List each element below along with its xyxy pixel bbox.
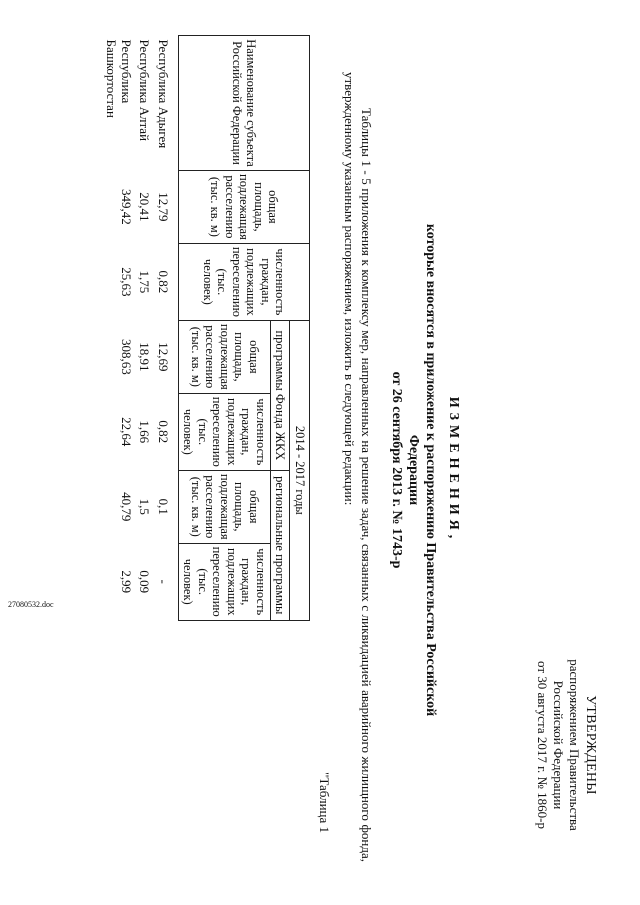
approval-date: от 30 августа 2017 г. № 1860-р [535,661,550,829]
cell-fund-people: 0,82 [156,420,171,444]
heading-subtitle: которые вносятся в приложение к распоряжению Правительства Российской Федерации [406,223,438,717]
row-subject: Республика Башкортостан [104,39,134,118]
header-fund-people: численность граждан, подлежащих переселению (тыс. человек) [179,393,271,470]
cell-regional-area: 40,79 [119,492,134,522]
header-regional-area: общая площадь, подлежащая расселению (тыс. кв. м) [179,470,271,543]
approval-line: распоряжением Правительства [567,659,582,831]
row-subject: Республика Адыгея [156,39,171,149]
data-table [102,35,310,621]
header-fund-area: общая площадь, подлежащая расселению (тыс. кв. м) [179,320,271,393]
cell-area: 349,42 [119,189,134,225]
header-regional-people: численность граждан, подлежащих переселению (тыс. человек) [179,543,271,620]
cell-area: 12,79 [156,192,171,222]
cell-people: 0,82 [156,270,171,294]
cell-regional-area: 1,5 [137,498,153,515]
document-heading [388,210,462,730]
cell-fund-area: 18,91 [137,342,153,372]
table-row [135,36,154,621]
cell-fund-people: 1,66 [137,420,153,444]
cell-regional-area: 0,1 [156,498,171,515]
header-period: 2014 - 2017 годы [290,320,310,620]
cell-regional-people: 0,09 [137,570,153,594]
approval-line: Российской Федерации [551,680,566,810]
intro-paragraph: Таблицы 1 - 5 приложения к комплексу мер, направленных на решение задач, связанных с ликвидацией аварийного жилищного фонда, утвержденному указанным распоряжением, изложить в следующей редакции: [342,72,374,862]
cell-fund-people: 22,64 [119,417,134,447]
header-regional-programs: региональные программы [271,470,291,620]
table-note: "Таблица 1 [317,772,332,833]
approval-title: УТВЕРЖДЕНЫ [583,695,598,795]
header-fund-programs: программы Фонда ЖКХ [271,320,291,470]
approval-block [534,625,598,865]
row-subject: Республика Алтай [137,39,153,142]
table-row [102,36,135,621]
heading-title: ИЗМЕНЕНИЯ, [446,396,461,544]
cell-people: 1,75 [137,270,153,294]
heading-date: от 26 сентября 2013 г. № 1743-р [389,371,404,569]
cell-fund-area: 12,69 [156,342,171,372]
document-code: 27080532.doc [8,600,54,609]
cell-people: 25,63 [119,267,134,297]
cell-fund-area: 308,63 [119,338,134,375]
header-subject: Наименование субъекта Российской Федерации [179,36,310,171]
table-row [154,36,179,621]
cell-regional-people: - [156,579,171,584]
header-people: численность граждан, подлежащих переселению (тыс. человек) [179,243,310,320]
cell-area: 20,41 [137,192,153,222]
header-area: общая площадь, подлежащая расселению (тыс. кв. м) [179,171,310,244]
cell-regional-people: 2,99 [119,570,134,594]
